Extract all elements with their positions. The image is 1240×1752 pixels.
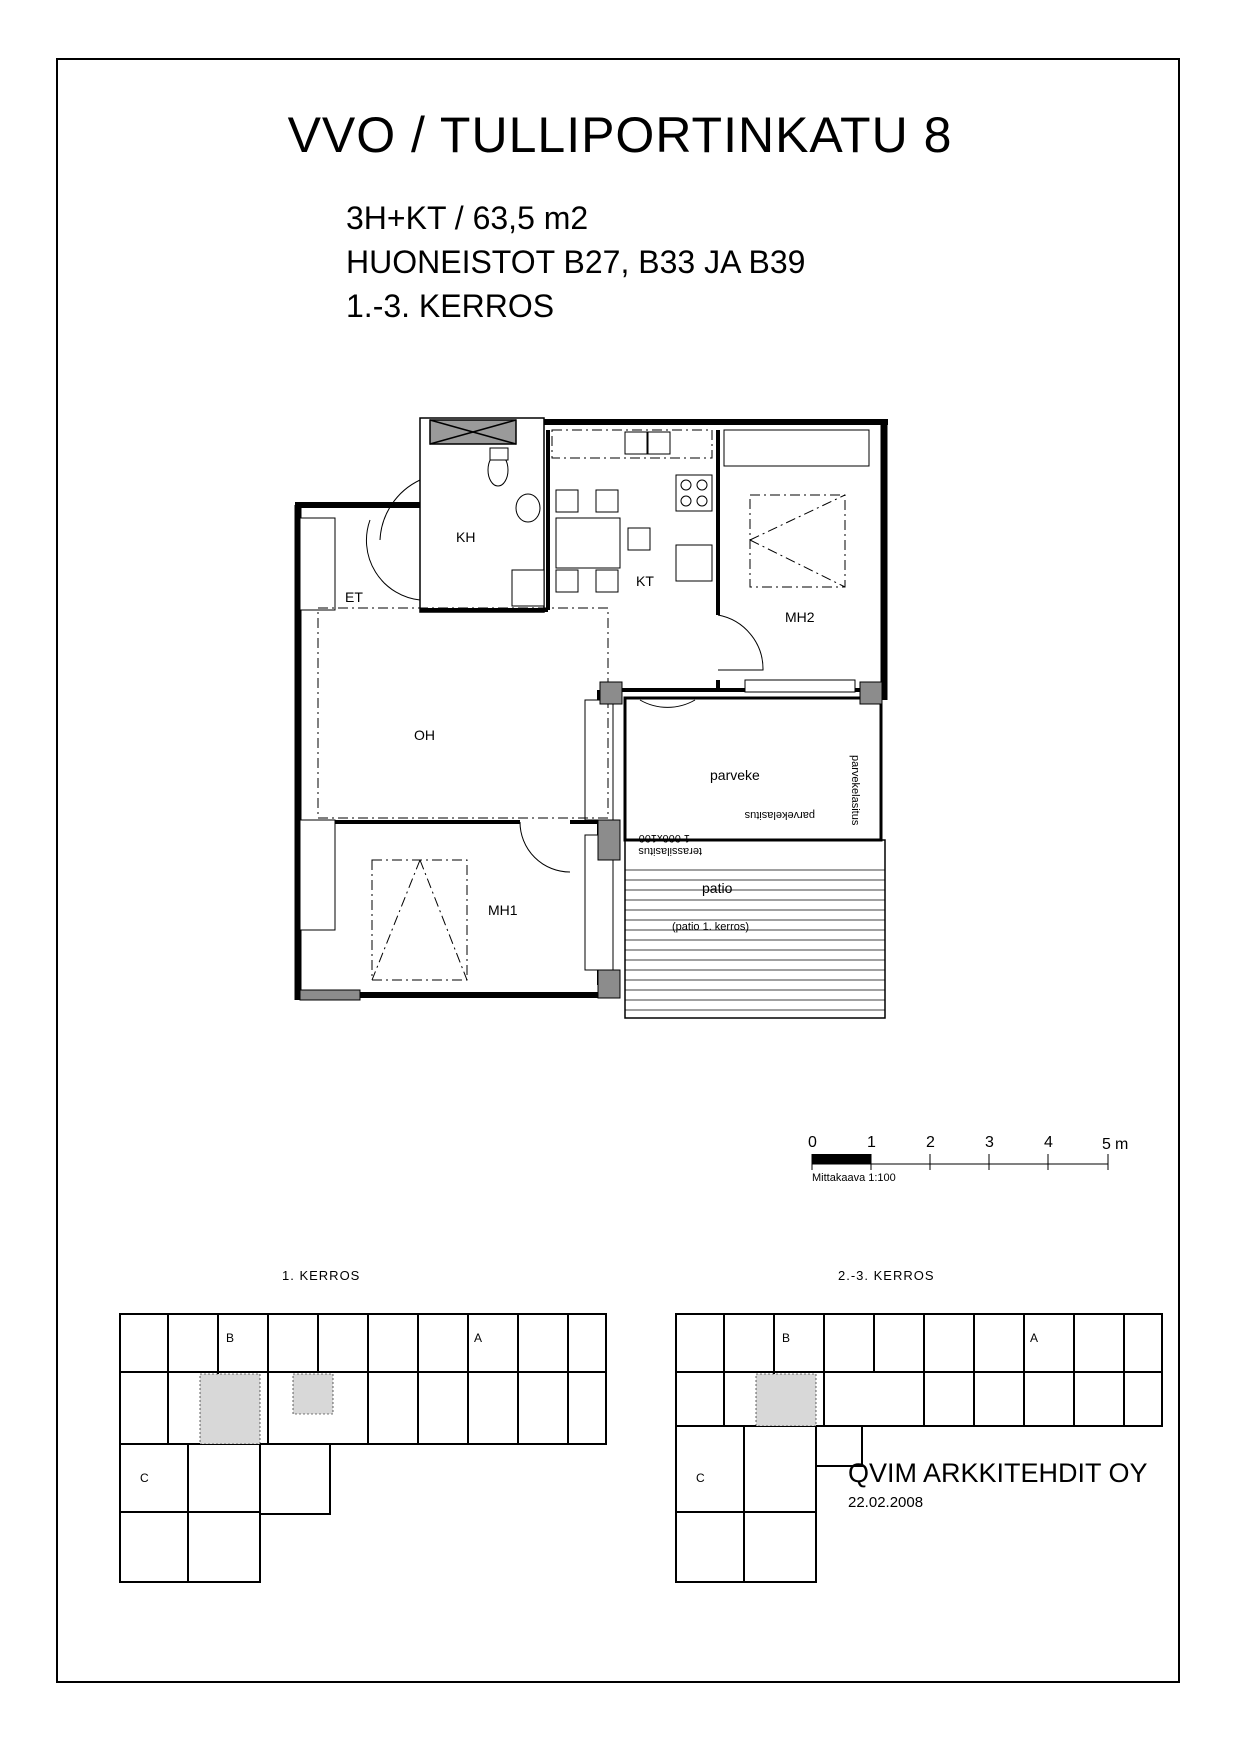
key-plan-2-stair-c: C: [696, 1471, 705, 1485]
scale-tick-4: 4: [1044, 1134, 1053, 1151]
page-title: VVO / TULLIPORTINKATU 8: [287, 107, 953, 163]
floor-range: 1.-3. KERROS: [346, 288, 555, 324]
scale-unit: m: [1115, 1136, 1129, 1153]
room-label-parveke: parveke: [710, 767, 760, 783]
scale-tick-3: 3: [985, 1134, 994, 1151]
key-plan-2-stair-b: B: [782, 1331, 791, 1345]
room-label-kh: KH: [456, 529, 476, 545]
scale-bar-solid: [812, 1154, 871, 1164]
glazing-label-vertical: parvekelasitus: [849, 755, 861, 826]
room-label-oh: OH: [414, 727, 435, 743]
key-plan-1-stair-a: A: [474, 1331, 483, 1345]
key-plan-1-stair-c: C: [140, 1471, 149, 1485]
scale-tick-2: 2: [926, 1134, 935, 1151]
architect-firm: QVIM ARKKITEHDIT OY: [848, 1458, 1148, 1488]
apartment-type: 3H+KT / 63,5 m2: [346, 200, 589, 236]
glazing-label-horizontal: parvekelasitus: [744, 809, 815, 821]
drawing-date: 22.02.2008: [848, 1494, 924, 1511]
patio-note: (patio 1. kerros): [672, 921, 750, 933]
key-plan-right-caption: 2.-3. KERROS: [838, 1268, 935, 1283]
room-label-mh2: MH2: [785, 609, 815, 625]
key-plan-floor-2-3: [674, 1312, 1168, 1584]
room-label-mh1: MH1: [488, 902, 518, 918]
terrace-glazing-label: terassilasitus: [638, 845, 702, 857]
railing-label: 1 000x100: [638, 832, 690, 844]
key-plan-left-caption: 1. KERROS: [282, 1268, 361, 1283]
apartment-numbers: HUONEISTOT B27, B33 JA B39: [346, 244, 806, 280]
scale-tick-0: 0: [808, 1134, 817, 1151]
scale-tick-1: 1: [867, 1134, 876, 1151]
room-label-kt: KT: [636, 573, 654, 589]
room-label-et: ET: [345, 589, 363, 605]
key-plan-2-stair-a: A: [1030, 1331, 1039, 1345]
key-plan-floor-1: [118, 1312, 612, 1584]
room-label-patio: patio: [702, 880, 733, 896]
scale-label: Mittakaava 1:100: [812, 1172, 896, 1184]
scale-tick-5: 5: [1102, 1136, 1111, 1153]
key-plan-1-stair-b: B: [226, 1331, 235, 1345]
